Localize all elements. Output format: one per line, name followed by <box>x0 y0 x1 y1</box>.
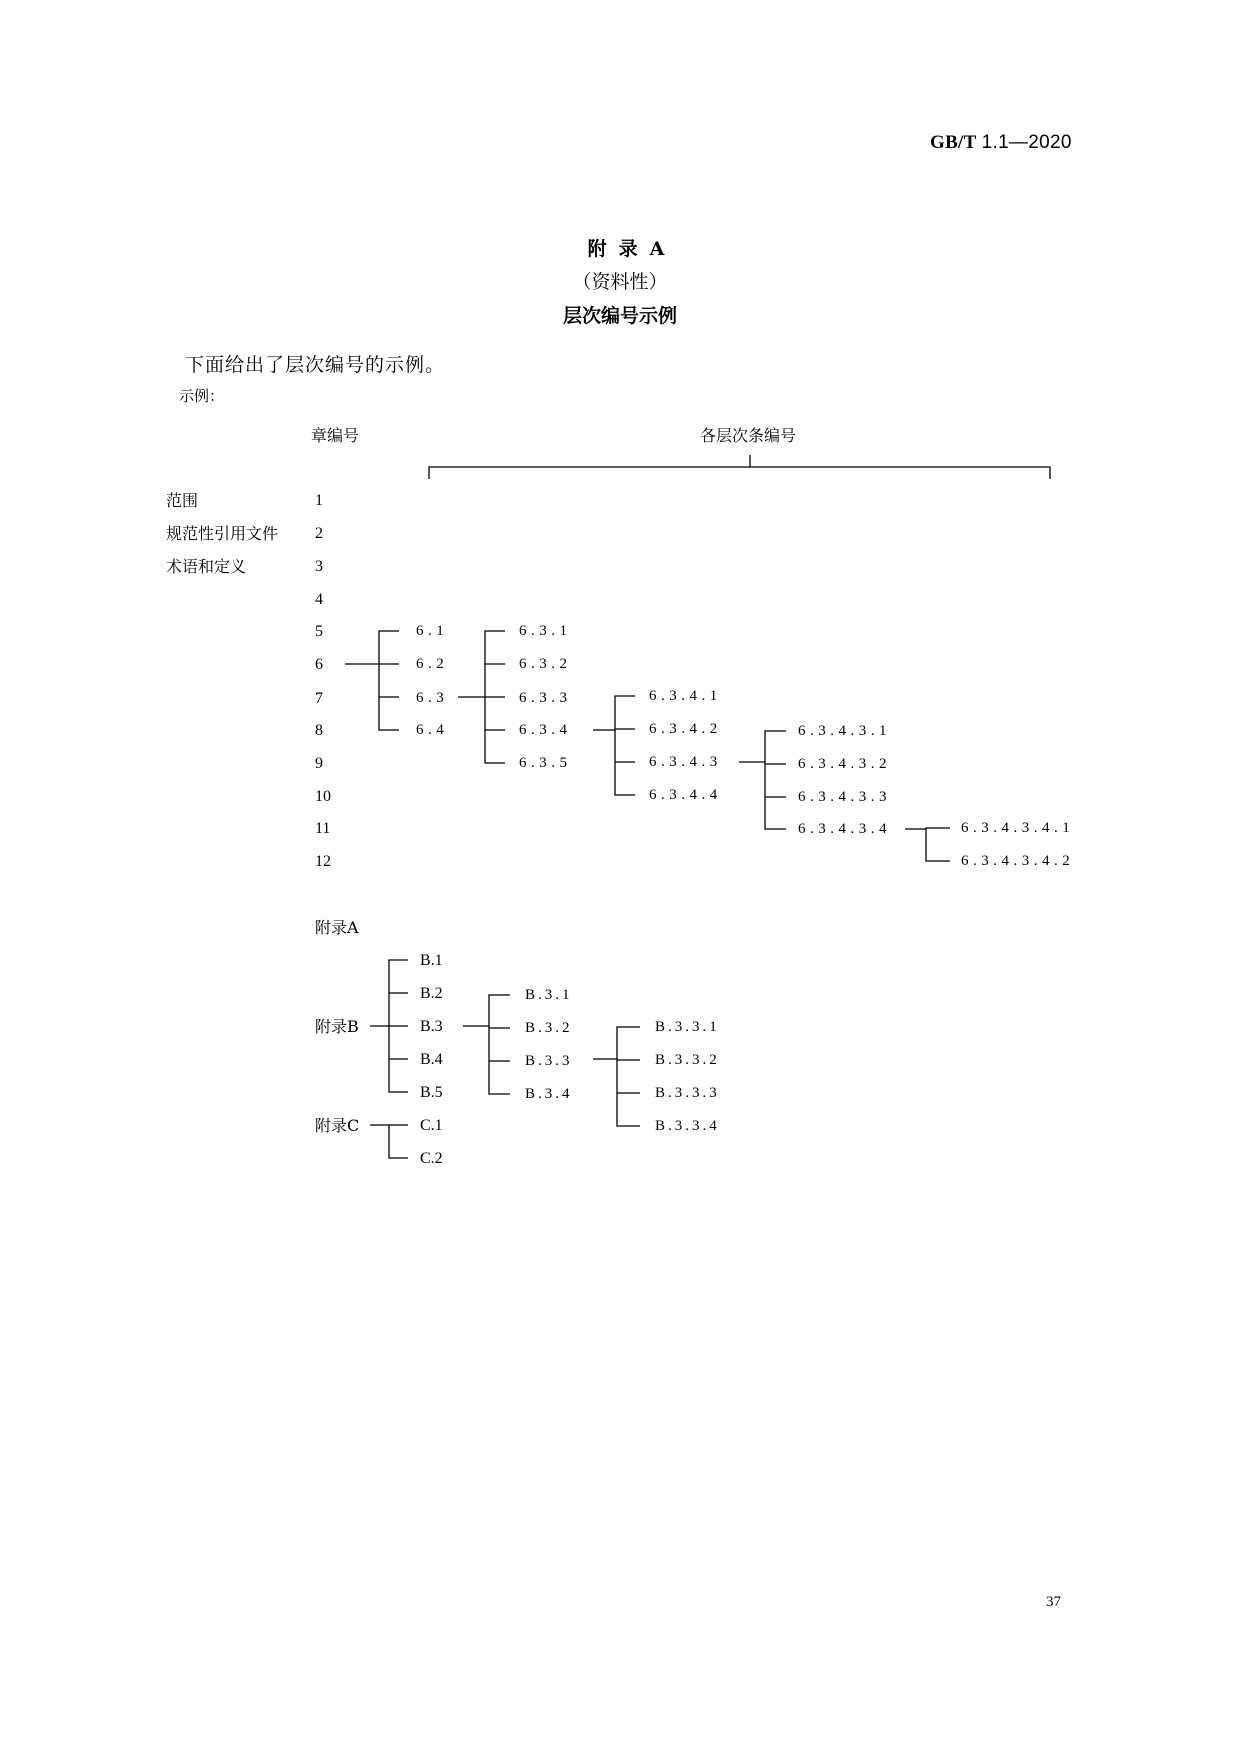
standard-code-number: 1.1—2020 <box>981 132 1072 153</box>
clause-number: 6.3.4.3.1 <box>798 723 891 739</box>
appendix-clause: B.3.3 <box>525 1053 573 1069</box>
chapter-number: 10 <box>315 788 331 805</box>
clause-number: 6.3.4.2 <box>649 721 722 737</box>
chapter-number: 2 <box>315 525 323 542</box>
appendix-name: 层次编号示例 <box>562 305 677 327</box>
appendix-c-label: 附录C <box>315 1116 360 1135</box>
appendix-clause: C.1 <box>420 1117 443 1134</box>
clause-number: 6.3.4.3.4.1 <box>961 820 1075 836</box>
clause-number: 6.2 <box>416 656 449 672</box>
chapter-number: 12 <box>315 853 331 870</box>
chapter-number: 9 <box>315 755 323 772</box>
intro-paragraph: 下面给出了层次编号的示例。 <box>185 354 446 376</box>
appendix-clause: B.3.1 <box>525 987 573 1003</box>
chapter-number: 11 <box>315 820 331 837</box>
example-label: 示例： <box>179 387 225 405</box>
appendix-clause: B.3.3.1 <box>655 1019 720 1035</box>
chapter-title-normative-references: 规范性引用文件 <box>166 524 279 543</box>
clause-number: 6.3.5 <box>519 755 572 771</box>
chapter-number: 1 <box>315 492 323 509</box>
clause-number: 6.3.4.1 <box>649 688 722 704</box>
clause-number-header: 各层次条编号 <box>700 426 797 445</box>
appendix-clause: B.3.3.2 <box>655 1052 720 1068</box>
clause-number: 6.3.4.3.2 <box>798 756 891 772</box>
chapter-number: 7 <box>315 690 323 707</box>
chapter-number: 4 <box>315 591 323 608</box>
clause-number: 6.3.3 <box>519 690 572 706</box>
chapter-title-scope: 范围 <box>166 491 199 510</box>
chapter-number: 3 <box>315 558 323 575</box>
clause-number: 6.3.4.3.3 <box>798 789 891 805</box>
chapter-number-header: 章编号 <box>311 426 360 445</box>
appendix-nature: （资料性） <box>572 271 668 293</box>
clause-number: 6.3.4.3.4.2 <box>961 853 1075 869</box>
clause-number: 6.3.4.3 <box>649 754 722 770</box>
chapter-number: 6 <box>315 656 323 673</box>
appendix-clause: B.3.3.3 <box>655 1085 720 1101</box>
clause-number: 6.3.4.3.4 <box>798 821 891 837</box>
appendix-clause: B.3.3.4 <box>655 1118 720 1134</box>
appendix-clause: B.2 <box>420 985 443 1002</box>
appendix-clause: B.5 <box>420 1084 443 1101</box>
chapter-title-terms: 术语和定义 <box>166 557 247 576</box>
appendix-title: 附录A <box>587 238 677 260</box>
appendix-clause: C.2 <box>420 1150 443 1167</box>
appendix-clause: B.1 <box>420 952 443 969</box>
chapter-number: 5 <box>315 623 323 640</box>
clause-number: 6.3.4 <box>519 722 572 738</box>
chapter-number: 8 <box>315 722 323 739</box>
clause-number: 6.3 <box>416 690 449 706</box>
clause-number: 6.3.4.4 <box>649 787 722 803</box>
clause-number: 6.1 <box>416 623 449 639</box>
clause-number: 6.3.1 <box>519 623 572 639</box>
standard-code-prefix: GB/T <box>930 132 977 153</box>
clause-number: 6.4 <box>416 722 449 738</box>
clause-number: 6.3.2 <box>519 656 572 672</box>
appendix-a-label: 附录A <box>315 918 359 937</box>
appendix-clause: B.3 <box>420 1018 443 1035</box>
appendix-clause: B.3.4 <box>525 1086 573 1102</box>
appendix-b-label: 附录B <box>315 1017 359 1036</box>
appendix-clause: B.3.2 <box>525 1020 573 1036</box>
page-number: 37 <box>1046 1594 1061 1610</box>
appendix-clause: B.4 <box>420 1051 443 1068</box>
